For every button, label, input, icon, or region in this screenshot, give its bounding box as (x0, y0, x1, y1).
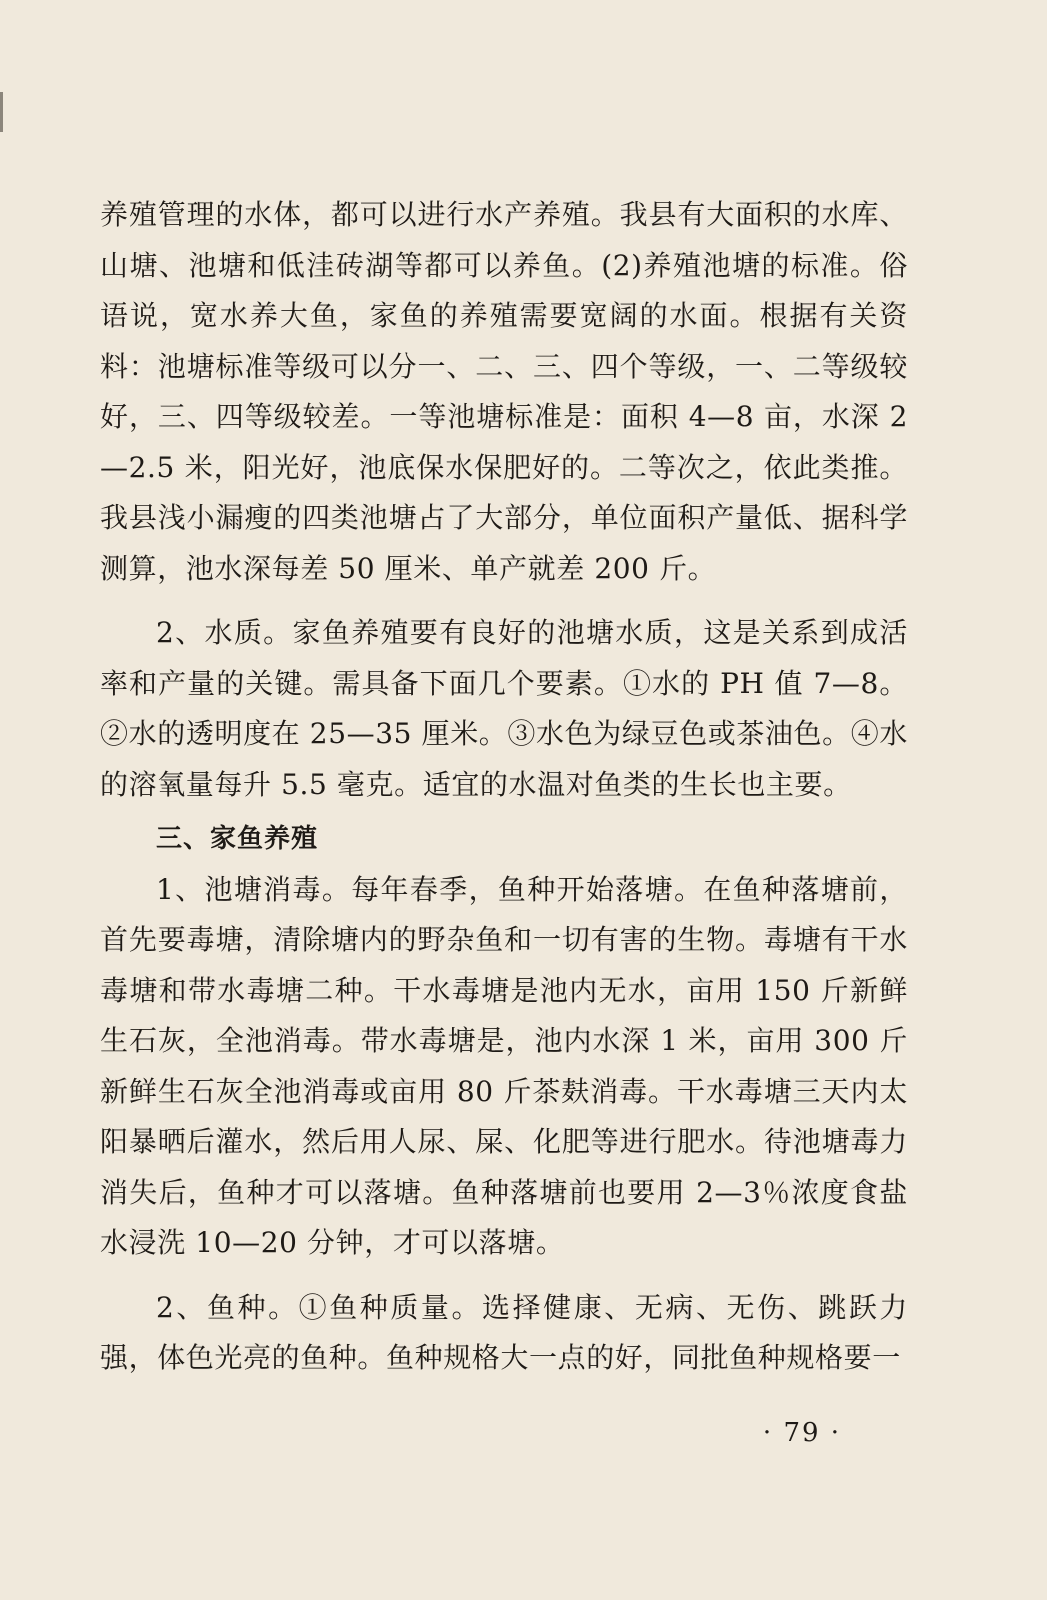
scan-edge-mark (0, 92, 3, 132)
body-text (100, 190, 908, 1384)
page-number: · 79 · (762, 1418, 842, 1448)
paragraph-pond-disinfection: 1、池塘消毒。每年春季，鱼种开始落塘。在鱼种落塘前，首先要毒塘，清除塘内的野杂鱼和一切有害的生物。毒塘有干水毒塘和带水毒塘二种。干水毒塘是池内无水，亩用 150 斤新鲜生石灰，全池消毒。带水毒塘是，池内水深 1 米，亩用 300 斤新鲜生石灰全池消毒或亩用 80 斤茶麸消毒。干水毒塘三天内太阳暴晒后灌水，然后用人尿、屎、化肥等进行肥水。待池塘毒力消失后，鱼种才可以落塘。鱼种落塘前也要用 2—3％浓度食盐水浸洗 10—20 分钟，才可以落塘。 (100, 872, 908, 1259)
paragraph-continuation: 养殖管理的水体，都可以进行水产养殖。我县有大面积的水库、山塘、池塘和低洼砖湖等都可以养鱼。(2)养殖池塘的标准。俗语说，宽水养大鱼，家鱼的养殖需要宽阔的水面。根据有关资料：池塘标准等级可以分一、二、三、四个等级，一、二等级较好，三、四等级较差。一等池塘标准是：面积 4—8 亩，水深 2—2.5 米，阳光好，池底保水保肥好的。二等次之，依此类推。我县浅小漏瘦的四类池塘占了大部分，单位面积产量低、据科学测算，池水深每差 50 厘米、单产就差 200 斤。 (100, 198, 908, 585)
section-heading: 三、家鱼养殖 (156, 824, 319, 854)
paragraph-fish-fry: 2、鱼种。①鱼种质量。选择健康、无病、无伤、跳跃力强，体色光亮的鱼种。鱼种规格大一点的好，同批鱼种规格要一 (100, 1290, 908, 1374)
paragraph-water-quality: 2、水质。家鱼养殖要有良好的池塘水质，这是关系到成活率和产量的关键。需具备下面几个要素。①水的 PH 值 7—8。②水的透明度在 25—35 厘米。③水色为绿豆色或茶油色。④水的溶氧量每升 5.5 毫克。适宜的水温对鱼类的生长也主要。 (100, 616, 908, 801)
